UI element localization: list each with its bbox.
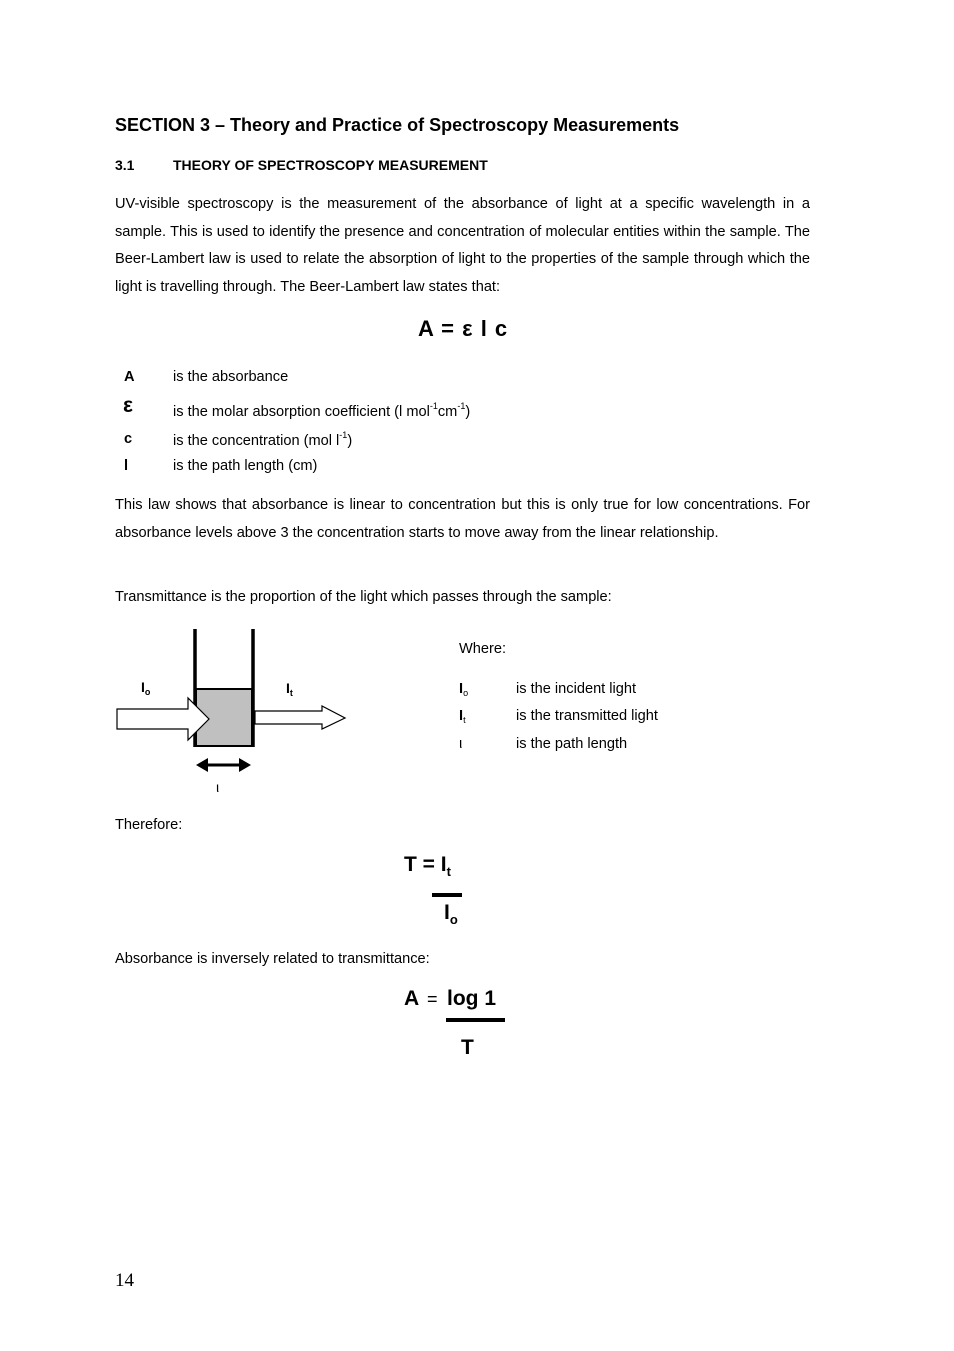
transmittance-paragraph: Transmittance is the proportion of the light which passes through the sample: <box>115 589 612 605</box>
where-symbol: $I_o$ <box>459 681 469 698</box>
transmittance-formula-denominator: $I_o$ <box>444 901 458 927</box>
therefore-label: Therefore: <box>115 817 183 833</box>
where-text: is the transmitted light <box>516 708 658 724</box>
beer-lambert-formula: A = ε l c <box>418 316 509 341</box>
absorbance-formula-denominator: T <box>461 1036 474 1059</box>
definition-symbol: ε <box>123 394 133 417</box>
intro-paragraph: UV-visible spectroscopy is the measurement of the absorbance of light at a specific wavelength in a sample. This is used to identify the presence and concentration of molecular entities within the sample. The Beer-Lambert law is used to relate the absorption of light to the properties of the sample through which the light is travelling through. The Beer-Lambert law states that: <box>115 196 810 295</box>
subsection-title: THEORY OF SPECTROSCOPY MEASUREMENT <box>173 157 488 173</box>
subsection-number: 3.1 <box>115 157 135 173</box>
transmittance-fraction-bar <box>432 893 462 897</box>
absorbance-formula-lhs: A <box>404 987 420 1010</box>
definition-symbol: A <box>124 369 135 385</box>
path-length-label: ι <box>216 779 220 795</box>
absorbance-relation-paragraph: Absorbance is inversely related to transmittance: <box>115 951 430 967</box>
where-text: is the path length <box>516 736 628 752</box>
definition-text: is the concentration (mol $l^{-1}$) <box>173 430 353 449</box>
absorbance-fraction-bar <box>446 1018 505 1022</box>
transmittance-formula-lhs: $T = I_t$ <box>404 853 451 879</box>
absorbance-formula-numerator: log 1 <box>447 987 497 1010</box>
definition-symbol: l <box>124 458 129 474</box>
where-text: is the incident light <box>516 681 637 697</box>
definition-text: is the molar absorption coefficient (l $mol^{-1}cm^{-1}$) <box>173 401 471 420</box>
incident-light-label: $I_o$ <box>141 679 151 697</box>
definition-text: is the path length (cm) <box>173 458 318 474</box>
section-title: SECTION 3 – Theory and Practice of Spectroscopy Measurements <box>115 115 680 135</box>
where-symbol: ι <box>459 736 463 752</box>
cuvette-diagram <box>110 625 370 800</box>
transmitted-light-label: $I_t$ <box>286 680 293 698</box>
definition-text: is the absorbance <box>173 369 289 385</box>
absorbance-formula-equals: = <box>427 989 438 1009</box>
linearity-paragraph: This law shows that absorbance is linear to concentration but this is only true for low concentrations. For absorbance levels above 3 the concentration starts to move away from the linear relationship. <box>115 497 810 541</box>
where-symbol: $I_t$ <box>459 708 466 725</box>
transmitted-light-arrow <box>255 706 345 729</box>
definition-symbol: c <box>124 431 133 447</box>
page-number: 14 <box>115 1270 134 1291</box>
path-arrow-right-head <box>239 758 251 772</box>
path-arrow-left-head <box>196 758 208 772</box>
where-label: Where: <box>459 641 507 657</box>
